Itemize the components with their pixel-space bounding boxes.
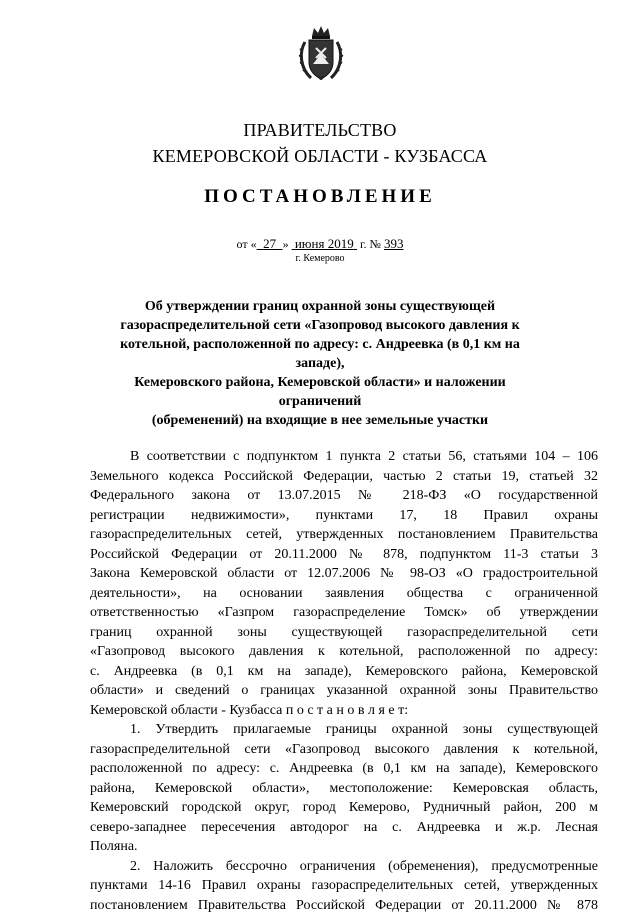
government-name-line1: ПРАВИТЕЛЬСТВО [0, 120, 640, 141]
body-line: пунктами 14-16 Правил охраны газораспределительных сетей, утвержденных [90, 876, 598, 896]
body-line: ответственностью «Газпром газораспределение Томск» об утверждении [90, 603, 598, 623]
number-prefix: № [370, 237, 381, 251]
body-line: деятельности», на основании заявления общества с ограниченной [90, 584, 598, 604]
body-line: Поляна. [90, 837, 598, 857]
body-line: газораспределительной сети «Газопровод высокого давления к котельной, [90, 740, 598, 760]
body-line: Кемеровской области - Кузбасса п о с т а н о в л я е т: [90, 701, 598, 721]
date-day: 27 [257, 236, 283, 251]
document-type-title: ПОСТАНОВЛЕНИЕ [0, 186, 640, 208]
body-line: постановлением Правительства Российской Федерации от 20.11.2000 № 878 [90, 896, 598, 915]
date-mid: » [283, 237, 289, 251]
coat-of-arms-emblem [297, 24, 345, 84]
body-line: района, Кемеровской области», местоположение: Кемеровская область, [90, 779, 598, 799]
body-line: 2. Наложить бессрочно ограничения (обременения), предусмотренные [90, 857, 598, 877]
body-line: «Газопровод высокого давления к котельной, расположенной по адресу: [90, 642, 598, 662]
subject-line: газораспределительной сети «Газопровод высокого давления к [100, 316, 540, 335]
city-name: г. Кемерово [0, 253, 640, 264]
body-line: 1. Утвердить прилагаемые границы охранной зоны существующей [90, 720, 598, 740]
body-line: Закона Кемеровской области от 12.07.2006 № 98-ОЗ «О градостроительной [90, 564, 598, 584]
date-month-year: июня 2019 [292, 236, 357, 251]
body-line: Российской Федерации от 20.11.2000 № 878, подпунктом 11-3 статьи 3 [90, 545, 598, 565]
subject-line: котельной, расположенной по адресу: с. Андреевка (в 0,1 км на западе), [100, 335, 540, 373]
date-number-line [0, 236, 640, 252]
body-line: с. Андреевка (в 0,1 км на западе), Кемеровского района, Кемеровской [90, 662, 598, 682]
body-line: В соответствии с подпунктом 1 пункта 2 статьи 56, статьями 104 – 106 [90, 447, 598, 467]
body-line: Федерального закона от 13.07.2015 № 218-ФЗ «О государственной [90, 486, 598, 506]
body-line: регистрации недвижимости», пунктами 17, 18 Правил охраны [90, 506, 598, 526]
year-suffix: г. [360, 237, 367, 251]
subject-line: Кемеровского района, Кемеровской области» и наложении ограничений [100, 373, 540, 411]
body-line: Кемеровский городской округ, город Кемерово, Рудничный район, 200 м [90, 798, 598, 818]
document-number: 393 [384, 236, 404, 251]
body-line: северо-западнее пересечения автодорог на с. Андреевка и ж.р. Лесная [90, 818, 598, 838]
subject-line: (обременений) на входящие в нее земельные участки [100, 411, 540, 430]
government-name-line2: КЕМЕРОВСКОЙ ОБЛАСТИ - КУЗБАССА [0, 146, 640, 167]
body-line: области» и сведений о границах указанной охранной зоны Правительство [90, 681, 598, 701]
subject-line: Об утверждении границ охранной зоны существующей [100, 297, 540, 316]
body-line: границ охранной зоны существующей газораспределительной сети [90, 623, 598, 643]
document-subject [100, 297, 540, 430]
body-line: газораспределительных сетей, утвержденных постановлением Правительства [90, 525, 598, 545]
body-line: расположенной по адресу: с. Андреевка (в 0,1 км на западе), Кемеровского [90, 759, 598, 779]
document-body [90, 447, 598, 915]
body-line: Земельного кодекса Российской Федерации, частью 2 статьи 19, статьей 32 [90, 467, 598, 487]
date-prefix: от « [237, 237, 257, 251]
